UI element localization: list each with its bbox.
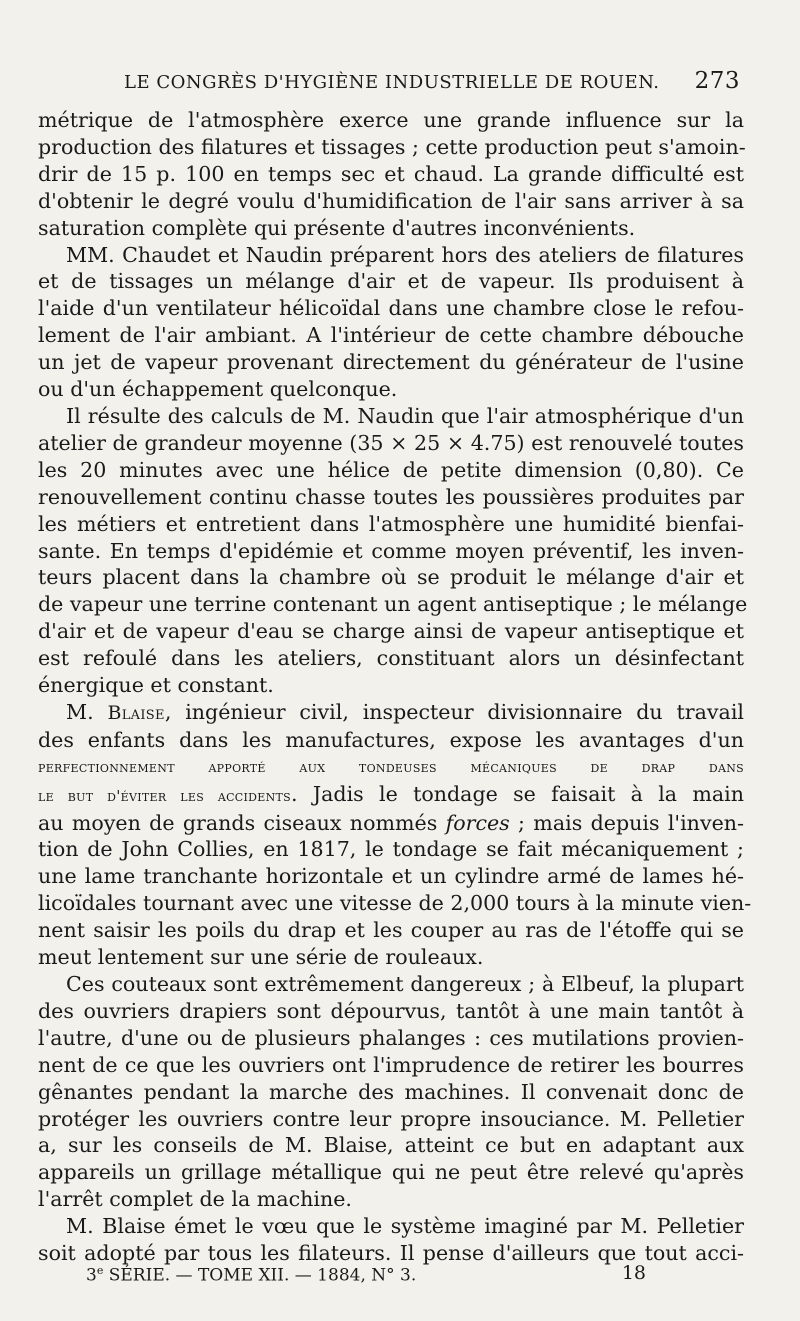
text-line: et de tissages un mélange d'air et de vapeur. Ils produisent à xyxy=(38,269,744,294)
sheet-number: 18 xyxy=(621,1262,646,1284)
text-line: nent saisir les poils du drap et les couper au ras de l'étoffe qui se xyxy=(38,918,744,943)
text-line: renouvellement continu chasse toutes les poussières produites par xyxy=(38,484,744,509)
text-line: de vapeur une terrine contenant un agent antiseptique ; le mélange xyxy=(38,592,748,617)
person-name: Blaise xyxy=(107,701,165,724)
text-line xyxy=(38,810,744,837)
text-line: une lame tranchante horizontale et un cylindre armé de lames hé- xyxy=(38,864,744,889)
running-title: LE CONGRÈS D'HYGIÈNE INDUSTRIELLE DE ROUEN. xyxy=(124,72,660,93)
text-fragment: . Jadis le tondage se faisait à la main xyxy=(291,781,745,806)
article-body xyxy=(38,107,752,1267)
text-line: appareils un grillage métallique qui ne peut être relevé qu'après xyxy=(38,1160,744,1185)
running-head xyxy=(40,68,740,100)
text-line: gênantes pendant la marche des machines. Il convenait donc de xyxy=(38,1079,744,1104)
text-line: atelier de grandeur moyenne (35 × 25 × 4.75) est renouvelé toutes xyxy=(38,430,744,455)
text-line xyxy=(38,781,744,810)
text-line: M. Blaise émet le vœu que le système imaginé par M. Pelletier xyxy=(66,1214,744,1239)
text-line: Il résulte des calculs de M. Naudin que l'air atmosphérique d'un xyxy=(66,403,744,428)
text-line: MM. Chaudet et Naudin préparent hors des ateliers de filatures xyxy=(66,242,744,267)
text-line: est refoulé dans les ateliers, constituant alors un désinfectant xyxy=(38,646,744,671)
text-fragment: au moyen de grands ciseaux nommés xyxy=(38,810,446,835)
text-line: meut lentement sur une série de rouleaux. xyxy=(38,945,484,970)
text-line: licoïdales tournant avec une vitesse de 2,000 tours à la minute vien- xyxy=(38,891,752,916)
series-number: 3 xyxy=(86,1265,97,1286)
text-line: d'obtenir le degré voulu d'humidification de l'air sans arriver à sa xyxy=(38,188,744,213)
text-line: protéger les ouvriers contre leur propre insouciance. M. Pelletier xyxy=(38,1106,744,1131)
text-line: soit adopté par tous les filateurs. Il pense d'ailleurs que tout acci- xyxy=(38,1241,744,1266)
text-fragment: ; mais depuis l'inven- xyxy=(509,810,744,835)
text-line: un jet de vapeur provenant directement du générateur de l'usine xyxy=(38,350,744,375)
text-line xyxy=(38,699,744,727)
page-number: 273 xyxy=(694,68,740,94)
text-line: métrique de l'atmosphère exerce une grande influence sur la xyxy=(38,108,744,132)
text-line: des enfants dans les manufactures, expose les avantages d'un xyxy=(38,727,744,752)
text-line: Ces couteaux sont extrêmement dangereux ; à Elbeuf, la plupart xyxy=(66,972,744,996)
series-info: SÉRIE. — TOME XII. — 1884, N° 3. xyxy=(108,1265,417,1286)
text-line: drir de 15 p. 100 en temps sec et chaud. La grande difficulté est xyxy=(38,161,744,186)
text-fragment: , ingénieur civil, inspecteur divisionnaire du travail xyxy=(164,699,745,724)
text-line: lement de l'air ambiant. A l'intérieur de cette chambre débouche xyxy=(38,323,744,348)
text-line: l'arrêt complet de la machine. xyxy=(38,1187,352,1212)
text-line: tion de John Collies, en 1817, le tondage se fait mécaniquement ; xyxy=(38,837,744,862)
text-line: l'aide d'un ventilateur hélicoïdal dans une chambre close le refou- xyxy=(38,296,744,321)
small-caps-fragment: le but d'éviter les accidents xyxy=(38,786,292,805)
text-line: nent de ce que les ouvriers ont l'imprudence de retirer les bourres xyxy=(38,1052,744,1077)
text-line: teurs placent dans la chambre où se produit le mélange d'air et xyxy=(38,565,744,590)
small-caps-line: perfectionnement apporté aux tondeuses mécaniques de drap dans xyxy=(38,757,744,776)
text-line: l'autre, d'une ou de plusieurs phalanges : ces mutilations provien- xyxy=(38,1025,744,1050)
italic-term: forces xyxy=(445,810,510,835)
honorific: M. xyxy=(66,699,94,724)
text-line: les métiers et entretient dans l'atmosphère une humidité bienfai- xyxy=(38,511,744,536)
text-line: énergique et constant. xyxy=(38,673,274,698)
text-line: sante. En temps d'epidémie et comme moyen préventif, les inven- xyxy=(38,538,744,563)
text-line: saturation complète qui présente d'autres inconvénients. xyxy=(38,215,636,240)
series-superscript: e xyxy=(96,1264,104,1277)
text-line: a, sur les conseils de M. Blaise, atteint ce but en adaptant aux xyxy=(38,1133,744,1158)
text-line: ou d'un échappement quelconque. xyxy=(38,377,398,402)
text-line: d'air et de vapeur d'eau se charge ainsi de vapeur antiseptique et xyxy=(38,619,744,644)
text-line: production des filatures et tissages ; cette production peut s'amoin- xyxy=(38,134,746,159)
text-line: les 20 minutes avec une hélice de petite dimension (0,80). Ce xyxy=(38,457,744,482)
signature-mark xyxy=(86,1264,416,1286)
text-line: des ouvriers drapiers sont dépourvus, tantôt à une main tantôt à xyxy=(38,998,744,1023)
